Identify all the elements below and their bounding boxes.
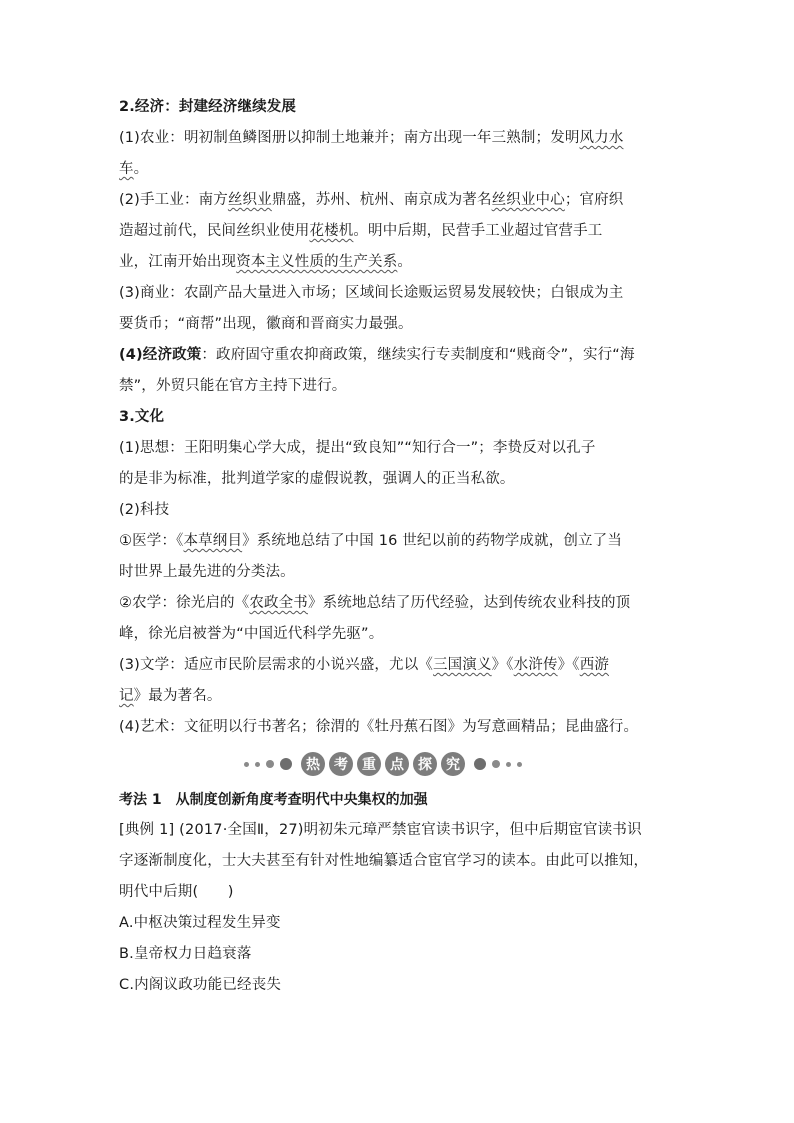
- text-commerce-a: 农副产品大量进入市场；区域间长途贩运贸易发展较快；白银成为主: [183, 285, 624, 301]
- para-medicine-line1: [119, 526, 675, 557]
- emphasis-nongzheng: 农政全书: [249, 595, 308, 611]
- text-craft-g: 。: [397, 254, 413, 270]
- banner-char: 考: [329, 752, 353, 776]
- heading-economy: 2.经济：封建经济继续发展: [119, 99, 297, 115]
- text-medicine-b: 》系统地总结了中国 16 世纪以前的药物学成就，创立了当: [242, 533, 622, 549]
- banner-dot-icon: [506, 762, 511, 767]
- para-thought-line2: 的是非为标准，批判道学家的虚假说教，强调人的正当私欲。: [119, 471, 515, 487]
- para-policy-line1: [119, 340, 675, 371]
- emphasis-sanguo: 三国演义: [433, 657, 492, 673]
- question-line1: [典例 1] (2017·全国Ⅱ，27)明初朱元璋严禁宦官读书识字，但中后期宦官读书识: [119, 822, 642, 838]
- banner-dot-icon: [280, 758, 292, 770]
- para-art-line1: [119, 712, 675, 743]
- label-art: (4)艺术: [119, 719, 170, 735]
- emphasis-wind-waterwheel: 风力水: [579, 130, 624, 146]
- emphasis-wind-waterwheel-end: 车: [119, 161, 134, 177]
- text-lit-d: 》最为著名。: [133, 688, 222, 704]
- question-line2: 字逐渐制度化，士大夫甚至有针对性地编纂适合宦官学习的读本。由此可以推知，: [119, 853, 649, 869]
- banner-dot-icon: [517, 762, 522, 767]
- text-policy-a: ：政府固守重农抑商政策，继续实行专卖制度和“贱商令”，实行“海: [201, 347, 635, 363]
- banner-char: 热: [301, 752, 325, 776]
- banner-inner: [241, 751, 525, 777]
- exam-method-heading: 考法 1 从制度创新角度考查明代中央集权的加强: [119, 792, 428, 808]
- text-agronomy-a: ②农学：徐光启的《: [119, 595, 250, 611]
- option-a: A.中枢决策过程发生异变: [119, 915, 281, 931]
- emphasis-xiyou-end: 记: [119, 688, 134, 704]
- heading-culture: 3.文化: [119, 409, 165, 425]
- para-handicraft-line3: [119, 247, 675, 278]
- banner-dot-icon: [266, 760, 274, 768]
- para-commerce-line1: [119, 278, 675, 309]
- emphasis-xiyou: 西游: [579, 657, 609, 673]
- section-banner: [119, 745, 675, 785]
- para-commerce-line2: 要货币；“商帮”出现，徽商和晋商实力最强。: [119, 316, 413, 332]
- text-craft-b: 鼎盛，苏州、杭州、南京成为著名: [271, 192, 492, 208]
- label-technology: (2)科技: [119, 502, 170, 518]
- para-medicine-line2: 时世界上最先进的分类法。: [119, 564, 295, 580]
- banner-title: [299, 752, 467, 776]
- text-lit-b: 》《: [491, 657, 514, 673]
- banner-char: 究: [441, 752, 465, 776]
- question-line3: 明代中后期( ): [119, 884, 234, 900]
- para-literature-line1: [119, 650, 675, 681]
- para-agriculture-line1: [119, 123, 675, 154]
- emphasis-bencao: 本草纲目: [183, 533, 243, 549]
- banner-dot-icon: [492, 760, 500, 768]
- text-craft-f: 业，江南开始出现: [119, 254, 237, 270]
- banner-char: 点: [385, 752, 409, 776]
- para-thought-line1: (1)思想：王阳明集心学大成，提出“致良知”“知行合一”；李贽反对以孔子: [119, 440, 596, 456]
- emphasis-shuihu: 水浒传: [513, 657, 558, 673]
- text-lit-a: ：适应市民阶层需求的小说兴盛，尤以《: [169, 657, 433, 673]
- para-handicraft-line2: [119, 216, 675, 247]
- label-handicraft: (2)手工业：: [119, 192, 199, 208]
- text-craft-d: 造超过前代，民间丝织业使用: [119, 223, 310, 239]
- text-agronomy-b: 》系统地总结了历代经验，达到传统农业科技的顶: [307, 595, 631, 611]
- document-page: [119, 92, 675, 1001]
- option-b: B.皇帝权力日趋衰落: [119, 946, 252, 962]
- label-literature: (3)文学: [119, 657, 170, 673]
- label-economic-policy: (4)经济政策: [119, 347, 202, 363]
- banner-char: 探: [413, 752, 437, 776]
- emphasis-silk-industry: 丝织业: [227, 192, 272, 208]
- option-c: C.内阁议政功能已经丧失: [119, 977, 282, 993]
- text-art-a: ：文征明以行书著名；徐渭的《牡丹蕉石图》为写意画精品；昆曲盛行。: [169, 719, 639, 735]
- banner-dot-icon: [244, 762, 249, 767]
- para-literature-line2: [119, 681, 675, 712]
- emphasis-loom: 花楼机: [309, 223, 354, 239]
- text-agriculture-a: 明初制鱼鳞图册以抑制土地兼并；南方出现一年三熟制；发明: [183, 130, 580, 146]
- text-craft-c: ；官府织: [564, 192, 624, 208]
- para-agronomy-line1: [119, 588, 675, 619]
- para-handicraft-line1: [119, 185, 675, 216]
- para-policy-line2: 禁”，外贸只能在官方主持下进行。: [119, 378, 347, 394]
- banner-dot-icon: [474, 758, 486, 770]
- para-agronomy-line2: 峰，徐光启被誉为“中国近代科学先驱”。: [119, 626, 384, 642]
- banner-dot-icon: [255, 762, 260, 767]
- text-lit-c: 》《: [557, 657, 580, 673]
- text-agriculture-end: 。: [133, 161, 149, 177]
- emphasis-silk-center: 丝织业中心: [491, 192, 565, 208]
- label-agriculture: (1)农业：: [119, 130, 184, 146]
- text-medicine-a: ①医学：《: [119, 533, 184, 549]
- text-craft-a: 南方: [198, 192, 228, 208]
- text-craft-e: 。明中后期，民营手工业超过官营手工: [353, 223, 603, 239]
- label-commerce: (3)商业：: [119, 285, 184, 301]
- emphasis-capitalism: 资本主义性质的生产关系: [236, 254, 398, 270]
- para-agriculture-line2: [119, 154, 675, 185]
- banner-char: 重: [357, 752, 381, 776]
